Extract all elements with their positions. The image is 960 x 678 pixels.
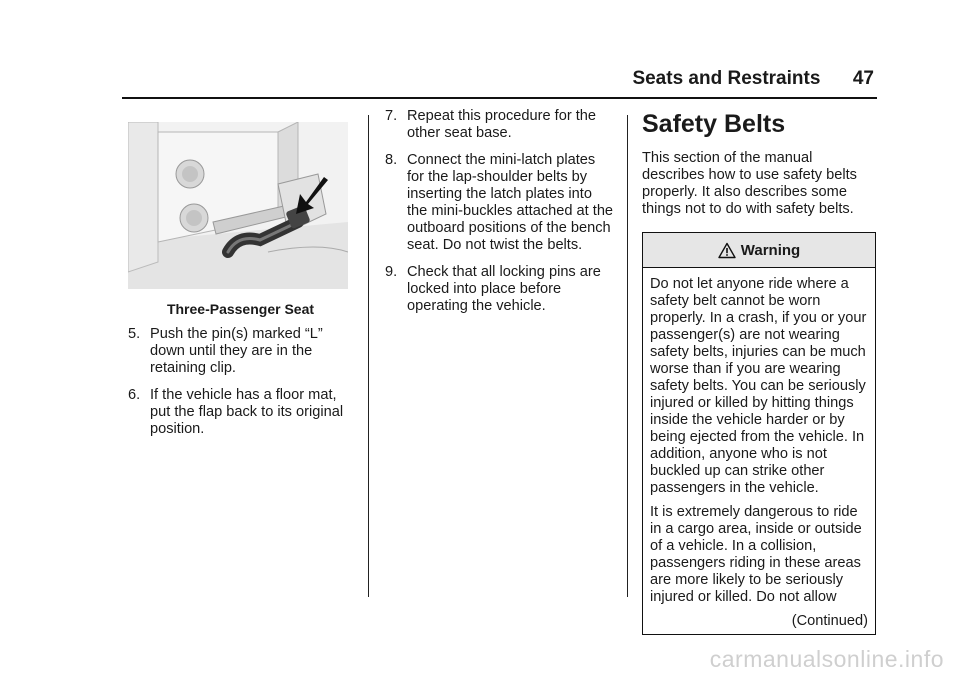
warning-paragraph: Do not let anyone ride where a safety belt cannot be worn properly. In a crash, if you or your passenger(s) are not wearing safety belts, injuries can be much worse than if you are wearing safety belts. You can be seriously injured or killed by hitting things inside the vehicle harder or by being ejected from the vehicle. In addition, anyone who is not buckled up can strike other passengers in the vehicle.	[650, 276, 867, 496]
warning-triangle-icon	[718, 242, 736, 259]
list-item	[385, 152, 615, 254]
list-item	[128, 326, 353, 377]
continued-label: (Continued)	[791, 613, 868, 629]
step-number: 7.	[385, 108, 398, 124]
header-rule	[122, 97, 877, 99]
step-text: Check that all locking pins are locked into place before operating the vehicle.	[407, 264, 601, 314]
step-text: Repeat this procedure for the other seat base.	[407, 108, 597, 141]
watermark: carmanualsonline.info	[709, 646, 944, 672]
intro-paragraph: This section of the manual describes how to use safety belts properly. It also describes some things not to do with safety belts.	[642, 150, 857, 217]
warning-title: Warning	[740, 241, 801, 259]
page-number: 47	[852, 68, 874, 89]
warning-paragraph: It is extremely dangerous to ride in a cargo area, inside or outside of a vehicle. In a collision, passengers riding in these areas are more likely to be seriously injured or killed. Do not allow	[650, 504, 862, 605]
figure-caption: Three-Passenger Seat	[166, 301, 315, 317]
warning-box	[642, 232, 876, 635]
step-text: Push the pin(s) marked “L” down until they are in the retaining clip.	[150, 326, 323, 376]
right-column	[642, 108, 876, 635]
step-number: 8.	[385, 152, 398, 168]
step-text: Connect the mini-latch plates for the lap-shoulder belts by inserting the latch plates into the mini-buckles attached at the outboard positions of the bench seat. Do not twist the belts.	[407, 152, 614, 253]
column-divider	[627, 115, 628, 597]
step-number: 9.	[385, 264, 398, 280]
step-number: 6.	[128, 387, 141, 403]
seat-latch-illustration	[128, 122, 348, 289]
warning-body	[643, 268, 875, 634]
seat-illustration	[128, 122, 348, 289]
page-header	[0, 68, 874, 90]
list-item	[128, 387, 353, 438]
list-item	[385, 264, 615, 315]
column-divider	[368, 115, 369, 597]
step-text: If the vehicle has a floor mat, put the flap back to its original position.	[150, 387, 344, 437]
warning-header	[643, 233, 875, 268]
list-item	[385, 108, 615, 142]
middle-column	[385, 108, 615, 325]
section-heading: Safety Belts	[642, 110, 786, 138]
step-number: 5.	[128, 326, 141, 342]
left-column	[128, 122, 353, 448]
section-title: Seats and Restraints	[632, 68, 821, 89]
